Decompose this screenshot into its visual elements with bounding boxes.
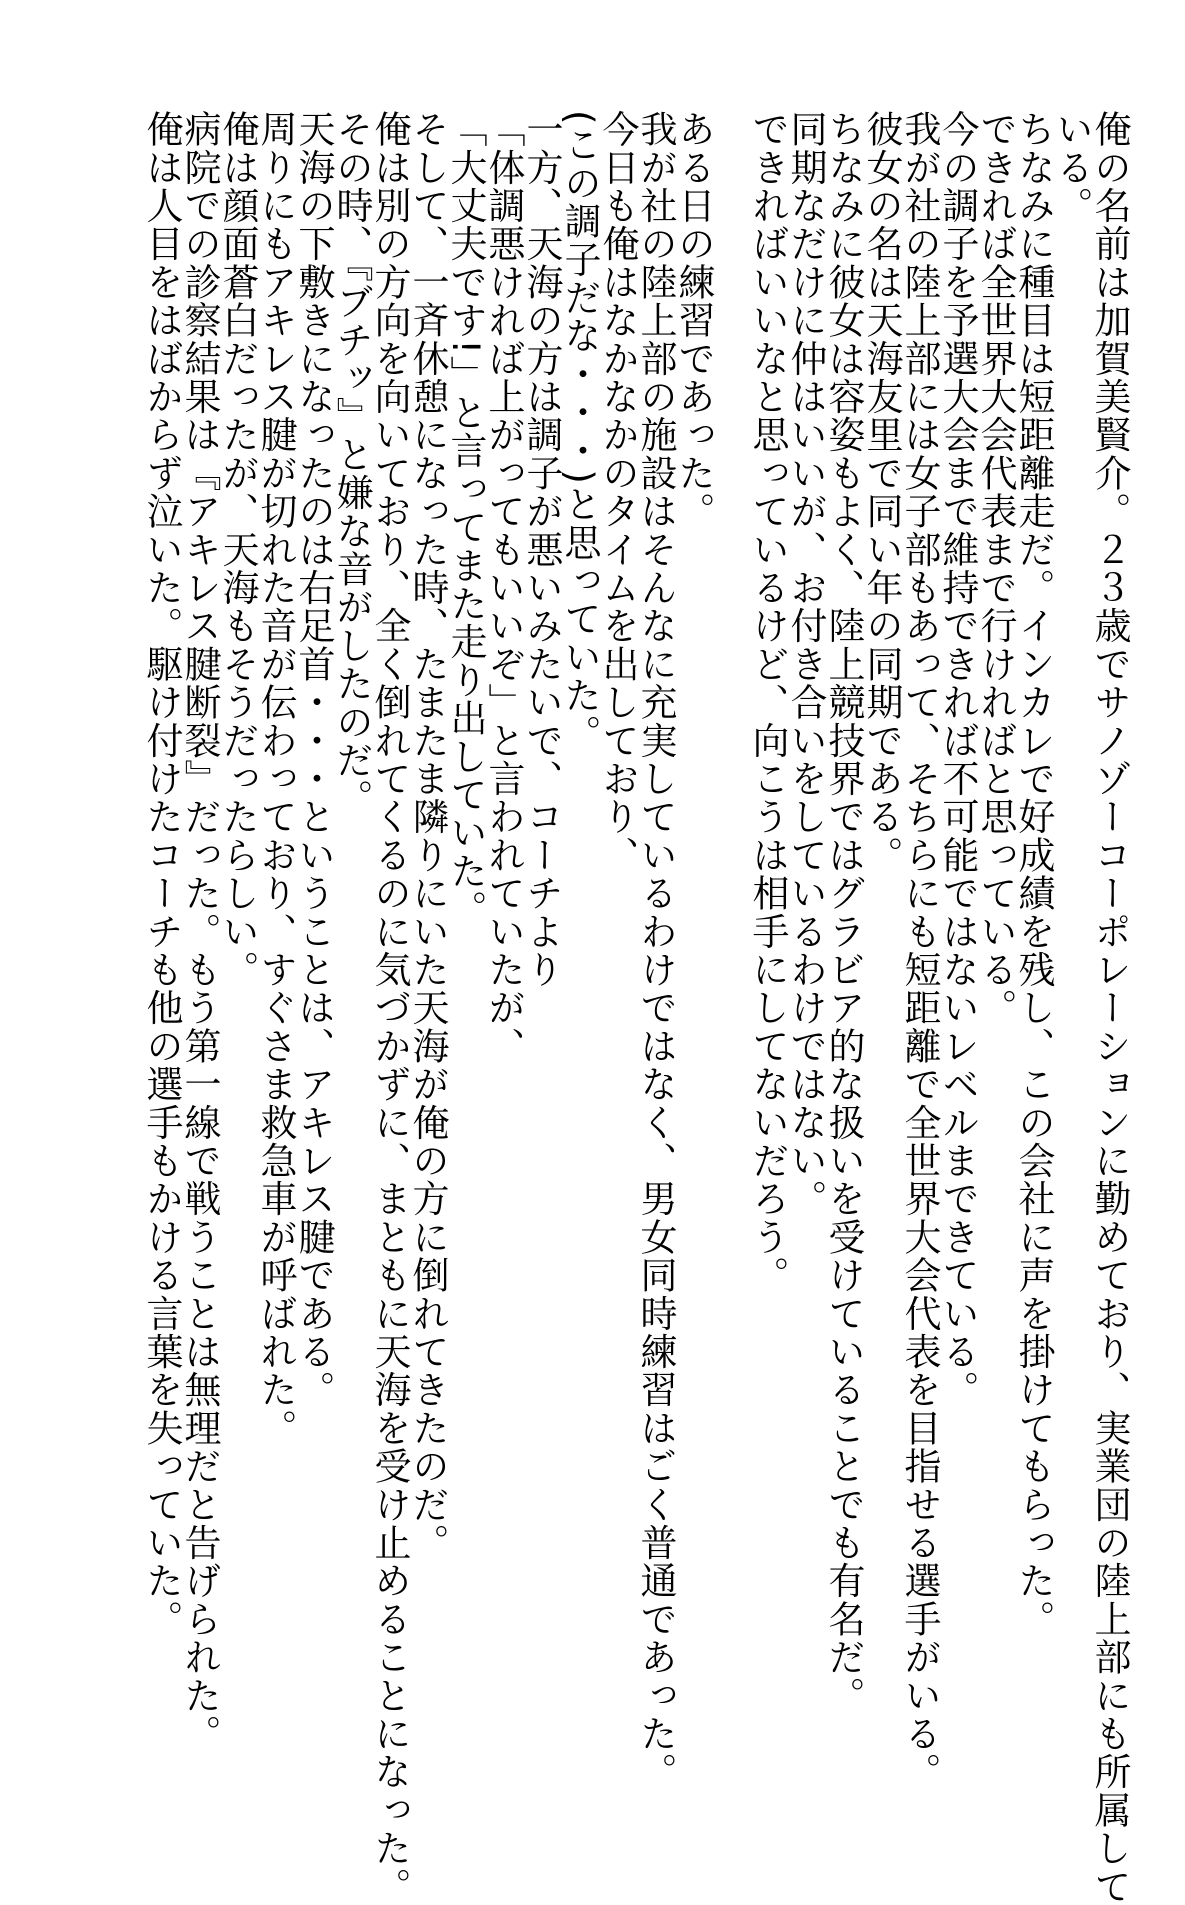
text-column-3: ちなみに種目は短距離走だ。インカレで好成績を残し、この会社に声を掛けてもらった。 bbox=[1012, 110, 1055, 1638]
text-column-1: 俺の名前は加賀美賢介。２３歳でサノゾーコーポレーションに勤めており、実業団の陸上部にも所属して bbox=[1088, 110, 1131, 1905]
text-column-14: (この調子だな・・・)と思っていた。 bbox=[558, 110, 601, 753]
text-column-22: 周りにもアキレス腱が切れた音が伝わっており、すぐさま救急車が呼ばれた。 bbox=[254, 110, 297, 1447]
text-column-12: 我が社の陸上部の施設はそんなに充実しているわけではなく、男女同時練習はごく普通であった。 bbox=[634, 110, 677, 1791]
text-column-11: ある日の練習であった。 bbox=[672, 110, 715, 531]
text-column-13: 今日も俺はなかなかのタイムを出しており、 bbox=[596, 110, 639, 874]
text-column-23: 俺は顔面蒼白だったが、天海もそうだったらしい。 bbox=[216, 110, 259, 989]
text-column-25: 俺は人目をはばからず泣いた。駆け付けたコーチも他の選手もかける言葉を失っていた。 bbox=[140, 110, 183, 1638]
text-column-20: その時、『ブチッ』と嫌な音がしたのだ。 bbox=[330, 110, 373, 818]
text-column-16: 「体調悪ければ上がってもいいぞ」と言われていたが、 bbox=[482, 110, 525, 1065]
text-column-19: 俺は別の方向を向いており、全く倒れてくるのに気づかずに、まともに天海を受け止めることになった。 bbox=[368, 110, 411, 1905]
text-column-9: 同期なだけに仲はいいが、お付き合いをしているわけではない。 bbox=[784, 110, 827, 1218]
text-column-6: 我が社の陸上部には女子部もあって、そちらにも短距離で全世界大会代表を目指せる選手がいる。 bbox=[898, 110, 941, 1791]
text-column-10: できればいいなと思っているけど、向こうは相手にしてないだろう。 bbox=[746, 110, 789, 1295]
text-column-15: 一方、天海の方は調子が悪いみたいで、コーチより bbox=[520, 110, 563, 989]
text-column-8: ちなみに彼女は容姿もよく、陸上競技界ではグラビア的な扱いを受けていることでも有名だ。 bbox=[822, 110, 865, 1715]
text-column-4: できれば全世界大会代表まで行ければと思っている。 bbox=[974, 110, 1017, 1027]
text-column-24: 病院での診察結果は『アキレス腱断裂』だった。もう第一線で戦うことは無理だと告げられた。 bbox=[178, 110, 221, 1753]
text-column-17: 「大丈夫です!」と言ってまた走り出していた。 bbox=[444, 110, 487, 929]
text-column-5: 今の調子を予選大会まで維持できれば不可能ではないレベルまできている。 bbox=[936, 110, 979, 1409]
text-column-21: 天海の下敷きになったのは右足首・・・ということは、アキレス腱である。 bbox=[292, 110, 335, 1409]
text-column-2: いる。 bbox=[1050, 110, 1093, 225]
text-column-18: そして、一斉休憩になった時、たまたま隣りにいた天海が俺の方に倒れてきたのだ。 bbox=[406, 110, 449, 1562]
text-column-7: 彼女の名は天海友里で同い年の同期である。 bbox=[860, 110, 903, 875]
